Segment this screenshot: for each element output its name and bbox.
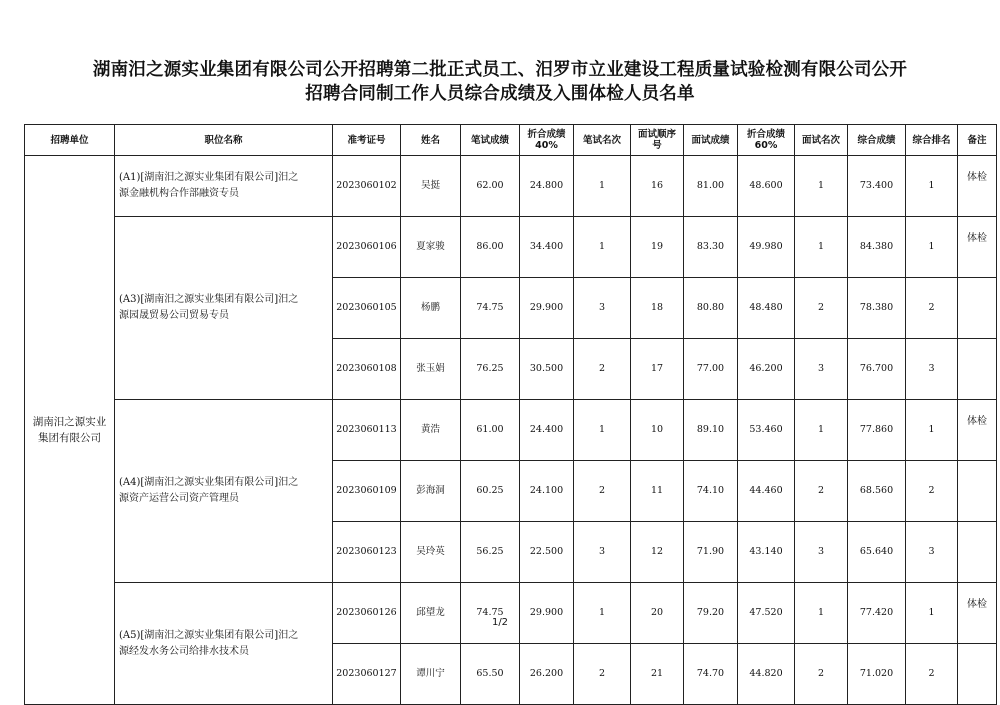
written-score-cell: 86.00 [461,217,520,278]
header-interview-order-line-2: 号 [652,140,662,151]
name-cell: 吴玲英 [401,522,461,583]
header-interview-weighted [738,125,795,156]
header-written-weighted-line-1: 折合成绩 [527,129,566,140]
interview-weighted-cell: 48.480 [738,278,795,339]
total-score-cell: 76.700 [848,339,906,400]
exam-no-cell: 2023060102 [333,156,401,217]
total-rank-cell: 1 [906,217,958,278]
position-a4-line-1: (A4)[湖南汨之源实业集团有限公司]汨之 [119,477,299,488]
exam-no-cell: 2023060109 [333,461,401,522]
interview-order-cell: 10 [631,400,684,461]
name-cell: 夏家骏 [401,217,461,278]
interview-score-cell: 71.90 [684,522,738,583]
exam-no-cell: 2023060126 [333,583,401,644]
written-rank-cell: 3 [574,522,631,583]
written-score-cell: 74.75 [461,278,520,339]
unit-line-2: 集团有限公司 [38,432,101,444]
total-score-cell: 78.380 [848,278,906,339]
written-score-cell: 74.75 [461,583,520,644]
interview-score-cell: 81.00 [684,156,738,217]
written-rank-cell: 3 [574,278,631,339]
name-cell: 张玉娟 [401,339,461,400]
position-cell-a1 [115,156,333,217]
unit-line-1: 湖南汨之源实业 [32,416,107,428]
written-score-cell: 60.25 [461,461,520,522]
header-exam-no: 准考证号 [333,125,401,156]
written-weighted-cell: 24.400 [520,400,574,461]
note-cell: 体检 [958,156,997,217]
interview-score-cell: 80.80 [684,278,738,339]
exam-no-cell: 2023060106 [333,217,401,278]
interview-score-cell: 79.20 [684,583,738,644]
header-position: 职位名称 [115,125,333,156]
header-interview-score: 面试成绩 [684,125,738,156]
interview-score-cell: 74.10 [684,461,738,522]
interview-rank-cell: 1 [795,217,848,278]
exam-no-cell: 2023060127 [333,644,401,705]
position-a3-line-1: (A3)[湖南汨之源实业集团有限公司]汨之 [119,294,299,305]
interview-order-cell: 19 [631,217,684,278]
interview-weighted-cell: 48.600 [738,156,795,217]
total-rank-cell: 3 [906,522,958,583]
header-total-rank: 综合排名 [906,125,958,156]
written-score-cell: 65.50 [461,644,520,705]
total-rank-cell: 1 [906,156,958,217]
total-rank-cell: 2 [906,644,958,705]
interview-weighted-cell: 44.820 [738,644,795,705]
position-a5-line-1: (A5)[湖南汨之源实业集团有限公司]汨之 [119,629,299,641]
table-row [25,156,997,217]
written-weighted-cell: 30.500 [520,339,574,400]
total-score-cell: 73.400 [848,156,906,217]
written-rank-cell: 2 [574,461,631,522]
written-weighted-cell: 22.500 [520,522,574,583]
header-interview-rank: 面试名次 [795,125,848,156]
interview-order-cell: 21 [631,644,684,705]
total-rank-cell: 1 [906,583,958,644]
header-unit: 招聘单位 [25,125,115,156]
written-rank-cell: 2 [574,644,631,705]
position-a1-line-1: (A1)[湖南汨之源实业集团有限公司]汨之 [119,172,299,183]
written-score-cell: 61.00 [461,400,520,461]
interview-rank-cell: 2 [795,461,848,522]
interview-rank-cell: 1 [795,583,848,644]
written-weighted-cell: 34.400 [520,217,574,278]
interview-order-cell: 18 [631,278,684,339]
total-score-cell: 65.640 [848,522,906,583]
header-name: 姓名 [401,125,461,156]
written-score-cell: 76.25 [461,339,520,400]
total-score-cell: 77.420 [848,583,906,644]
interview-rank-cell: 3 [795,522,848,583]
name-cell: 邱望龙 [401,583,461,644]
note-cell [958,278,997,339]
exam-no-cell: 2023060123 [333,522,401,583]
interview-order-cell: 20 [631,583,684,644]
header-interview-weighted-line-1: 折合成绩 [746,129,785,140]
header-written-weighted [520,125,574,156]
written-rank-cell: 1 [574,400,631,461]
written-rank-cell: 1 [574,156,631,217]
table-row [25,217,997,278]
exam-no-cell: 2023060105 [333,278,401,339]
interview-weighted-cell: 46.200 [738,339,795,400]
header-total-score: 综合成绩 [848,125,906,156]
written-rank-cell: 2 [574,339,631,400]
interview-weighted-cell: 43.140 [738,522,795,583]
position-a4-line-2: 源资产运营公司资产管理员 [119,493,239,504]
written-weighted-cell: 26.200 [520,644,574,705]
document-title-line-2: 招聘合同制工作人员综合成绩及入围体检人员名单 [305,84,695,104]
written-score-cell: 56.25 [461,522,520,583]
position-cell-a4 [115,400,333,583]
interview-rank-cell: 2 [795,644,848,705]
position-a1-line-2: 源金融机构合作部融资专员 [119,188,239,199]
position-cell-a5 [115,583,333,705]
total-score-cell: 68.560 [848,461,906,522]
table-row [25,583,997,644]
interview-rank-cell: 1 [795,400,848,461]
interview-order-cell: 11 [631,461,684,522]
interview-order-cell: 17 [631,339,684,400]
header-interview-order [631,125,684,156]
name-cell: 黄浩 [401,400,461,461]
interview-rank-cell: 1 [795,156,848,217]
total-rank-cell: 2 [906,461,958,522]
document-title-line-1: 湖南汨之源实业集团有限公司公开招聘第二批正式员工、汨罗市立业建设工程质量试验检测有限公司公开 [92,60,908,80]
table-row [25,400,997,461]
total-rank-cell: 1 [906,400,958,461]
table-header-row [25,125,997,156]
total-rank-cell: 2 [906,278,958,339]
written-weighted-cell: 24.800 [520,156,574,217]
total-score-cell: 71.020 [848,644,906,705]
interview-weighted-cell: 49.980 [738,217,795,278]
name-cell: 吴挺 [401,156,461,217]
interview-weighted-cell: 44.460 [738,461,795,522]
interview-order-cell: 16 [631,156,684,217]
position-cell-a3 [115,217,333,400]
written-weighted-cell: 29.900 [520,278,574,339]
interview-rank-cell: 2 [795,278,848,339]
document-title [0,58,1000,106]
interview-weighted-cell: 53.460 [738,400,795,461]
total-rank-cell: 3 [906,339,958,400]
header-written-rank: 笔试名次 [574,125,631,156]
position-a5-line-2: 源经发水务公司给排水技术员 [119,645,249,657]
name-cell: 彭海洞 [401,461,461,522]
written-rank-cell: 1 [574,217,631,278]
exam-no-cell: 2023060108 [333,339,401,400]
note-cell: 体检 [958,217,997,278]
interview-order-cell: 12 [631,522,684,583]
interview-score-cell: 74.70 [684,644,738,705]
interview-score-cell: 83.30 [684,217,738,278]
name-cell: 谭川宁 [401,644,461,705]
written-rank-cell: 1 [574,583,631,644]
note-cell [958,461,997,522]
interview-weighted-cell: 47.520 [738,583,795,644]
written-weighted-cell: 29.900 [520,583,574,644]
header-written-score: 笔试成绩 [461,125,520,156]
interview-score-cell: 77.00 [684,339,738,400]
note-cell [958,339,997,400]
page-indicator: 1/2 [491,617,509,628]
position-a3-line-2: 源园晟贸易公司贸易专员 [119,310,229,321]
note-cell: 体检 [958,400,997,461]
interview-rank-cell: 3 [795,339,848,400]
note-cell [958,522,997,583]
written-weighted-cell: 24.100 [520,461,574,522]
header-interview-order-line-1: 面试顺序 [637,129,676,140]
note-cell: 体检 [958,583,997,644]
name-cell: 杨鹏 [401,278,461,339]
interview-score-cell: 89.10 [684,400,738,461]
total-score-cell: 84.380 [848,217,906,278]
header-interview-weighted-line-2: 60% [754,140,778,151]
exam-no-cell: 2023060113 [333,400,401,461]
written-score-cell: 62.00 [461,156,520,217]
total-score-cell: 77.860 [848,400,906,461]
header-note: 备注 [958,125,997,156]
header-written-weighted-line-2: 40% [535,140,558,151]
